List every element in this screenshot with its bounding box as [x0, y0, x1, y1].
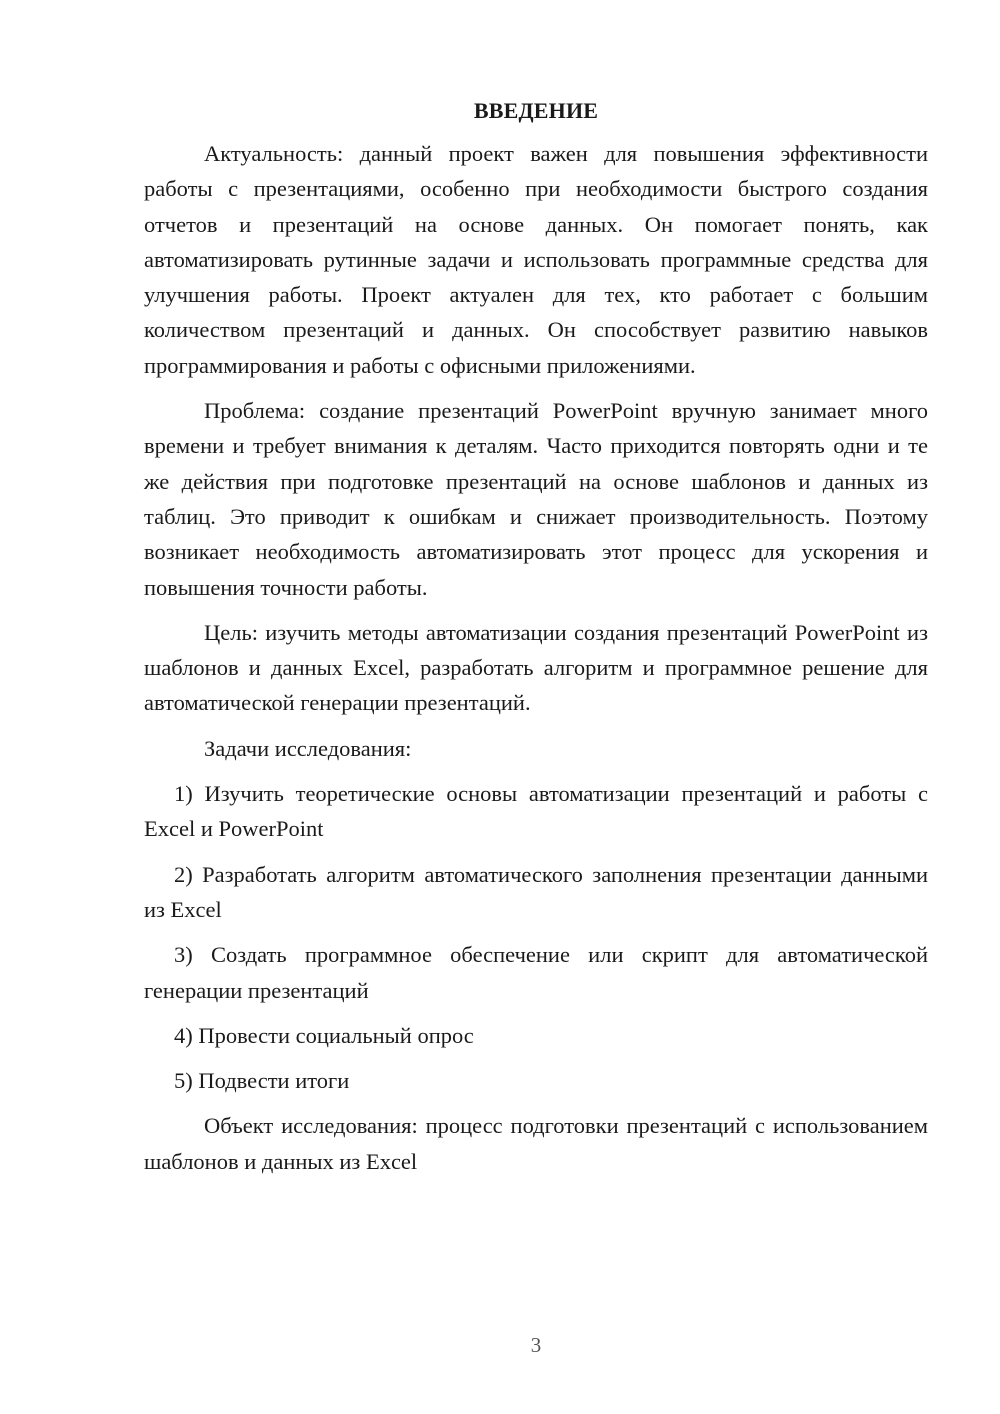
task-item-5: 5) Подвести итоги [174, 1068, 350, 1094]
paragraph-goal: Цель: изучить методы автоматизации создания презентаций PowerPoint из шаблонов и данных Excel, разработать алгоритм и программное решение для автоматической генерации презентаций. [144, 619, 928, 716]
paragraph-object: Объект исследования: процесс подготовки презентаций с использованием шаблонов и данных из Excel [144, 1113, 928, 1174]
task-item-3: 3) Создать программное обеспечение или скрипт для автоматической генерации презентаций [144, 942, 928, 1003]
tasks-heading: Задачи исследования: [204, 735, 412, 761]
task-item-1: 1) Изучить теоретические основы автоматизации презентаций и работы с Excel и PowerPoint [144, 781, 928, 842]
section-title: ВВЕДЕНИЕ [473, 98, 599, 123]
page-number: 3 [530, 1333, 542, 1357]
paragraph-relevance: Актуальность: данный проект важен для повышения эффективности работы с презентациями, особенно при необходимости быстрого создания отчетов и презентаций на основе данных. Он помогает понять, как автоматизировать рутинные задачи и использовать программные средства для улучшения работы. Проект актуален для тех, кто работает с большим количеством презентаций и данных. Он способствует развитию навыков программирования и работы с офисными приложениями. [144, 141, 928, 378]
page-content [144, 96, 928, 1189]
task-item-2: 2) Разработать алгоритм автоматического заполнения презентации данными из Excel [144, 861, 928, 922]
paragraph-problem: Проблема: создание презентаций PowerPoint вручную занимает много времени и требует внимания к деталям. Часто приходится повторять одни и те же действия при подготовке презентаций на основе шаблонов и данных из таблиц. Это приводит к ошибкам и снижает производительность. Поэтому возникает необходимость автоматизировать этот процесс для ускорения и повышения точности работы. [144, 398, 928, 600]
task-item-4: 4) Провести социальный опрос [174, 1022, 474, 1048]
